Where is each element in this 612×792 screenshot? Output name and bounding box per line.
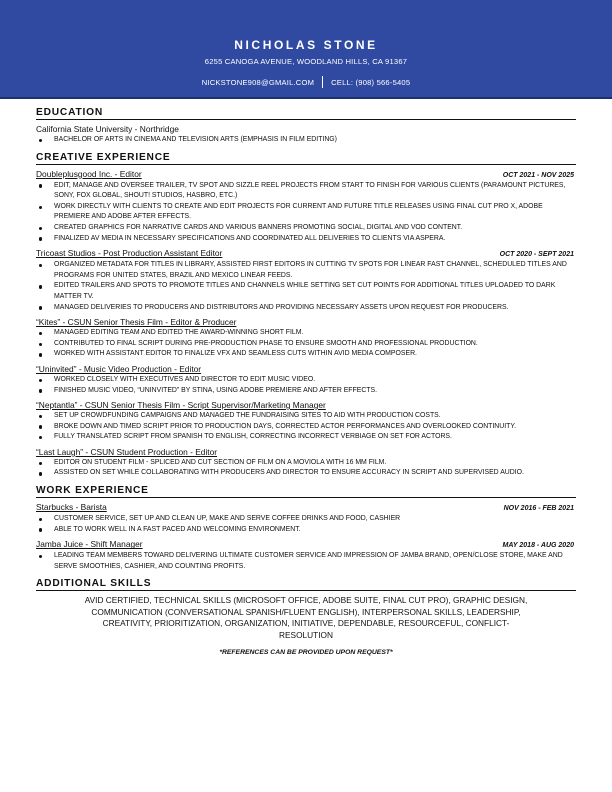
creative-experience-heading: CREATIVE EXPERIENCE <box>36 152 576 165</box>
job-title: Doubleplusgood Inc. - Editor <box>36 168 142 179</box>
job-bullets <box>36 551 576 572</box>
list-item: ORGANIZED METADATA FOR TITLES IN LIBRARY, ASSISTED FIRST EDITORS IN CUTTING TV SPOTS FOR LINEAR FAST CHANNEL, SCHEDULED TITLES AND PROGRAMS FOR UNITED STATES, BRAZIL AND MEXICO LINEAR FEEDS. <box>36 260 576 281</box>
list-item: MANAGED DELIVERIES TO PRODUCERS AND DISTRIBUTORS AND PROVIDING NECESSARY ASSETS UPON REQUEST FOR PRODUCERS. <box>36 303 576 314</box>
list-item: ABLE TO WORK WELL IN A FAST PACED AND WELCOMING ENVIRONMENT. <box>36 525 576 536</box>
job-header <box>36 364 576 375</box>
education-bullets <box>36 135 576 146</box>
education-school-row <box>36 124 576 135</box>
job-title: Starbucks - Barista <box>36 502 107 513</box>
education-heading: EDUCATION <box>36 107 576 120</box>
list-item: BROKE DOWN AND TIMED SCRIPT PRIOR TO PRODUCTION DAYS, CORRECTED ACTOR PERFORMANCES AND OVERLOOKED CONTINUITY. <box>36 422 576 433</box>
job-bullets <box>36 458 576 479</box>
job-bullets <box>36 411 576 443</box>
job-entry <box>36 364 576 396</box>
references-note: *REFERENCES CAN BE PROVIDED UPON REQUEST* <box>219 649 393 657</box>
mailing-address: 6255 CANOGA AVENUE, WOODLAND HILLS, CA 91367 <box>204 57 408 66</box>
list-item: EDITED TRAILERS AND SPOTS TO PROMOTE TITLES AND CHANNELS WHILE SETTING SET CUT POINTS FOR ADDITIONAL TITLES UPLOADED TO DARK MATTER TV. <box>36 281 576 302</box>
list-item: WORKED CLOSELY WITH EXECUTIVES AND DIRECTOR TO EDIT MUSIC VIDEO. <box>36 375 576 386</box>
job-bullets <box>36 375 576 396</box>
job-title: Tricoast Studios - Post Production Assistant Editor <box>36 248 223 259</box>
job-header <box>36 248 576 260</box>
candidate-name: NICHOLAS STONE <box>234 38 378 52</box>
job-dates: OCT 2020 - SEPT 2021 <box>499 251 574 259</box>
job-title: “Neptantla” - CSUN Senior Thesis Film - Script Supervisor/Marketing Manager <box>36 400 326 411</box>
job-header <box>36 400 576 411</box>
list-item: BACHELOR OF ARTS IN CINEMA AND TELEVISION ARTS (EMPHASIS IN FILM EDITING) <box>36 135 576 146</box>
email-address: NICKSTONE908@GMAIL.COM <box>201 77 315 87</box>
resume-body <box>36 103 576 656</box>
job-bullets <box>36 181 576 245</box>
job-header <box>36 539 576 551</box>
job-header <box>36 169 576 181</box>
job-entry <box>36 317 576 360</box>
list-item: ASSISTED ON SET WHILE COLLABORATING WITH PRODUCERS AND DIRECTOR TO ENSURE ACCURACY IN SCRIPT AND SUPERVISED AUDIO. <box>36 468 576 479</box>
job-entry <box>36 248 576 313</box>
job-header <box>36 447 576 458</box>
job-bullets <box>36 260 576 313</box>
job-entry <box>36 502 576 535</box>
job-entry <box>36 539 576 572</box>
phone-number: CELL: (908) 566-5405 <box>331 77 411 87</box>
resume-header <box>0 0 612 99</box>
job-dates: MAY 2018 - AUG 2020 <box>502 542 574 550</box>
job-bullets <box>36 328 576 360</box>
list-item: EDIT, MANAGE AND OVERSEE TRAILER, TV SPOT AND SIZZLE REEL PROJECTS FROM START TO FINISH FOR VARIOUS CLIENTS (PARAMOUNT PICTURES, SONY, FOX GLOBAL, SHOUT! STUDIOS, HASBRO, ETC.) <box>36 181 576 202</box>
job-entry <box>36 400 576 443</box>
job-title: “Uninvited” - Music Video Production - Editor <box>36 363 202 374</box>
list-item: CONTRIBUTED TO FINAL SCRIPT DURING PRE-PRODUCTION PHASE TO ENSURE SMOOTH AND PROFESSIONAL PRODUCTION. <box>36 339 576 350</box>
job-entry <box>36 447 576 479</box>
list-item: WORKED WITH ASSISTANT EDITOR TO FINALIZE VFX AND SEAMLESS CUTS WITHIN AVID MEDIA COMPOSER. <box>36 349 576 360</box>
list-item: FINALIZED AV MEDIA IN NECESSARY SPECIFICATIONS AND COORDINATED ALL DELIVERIES TO CLIENTS VIA ASPERA. <box>36 234 576 245</box>
job-title: Jamba Juice - Shift Manager <box>36 539 143 550</box>
list-item: SET UP CROWDFUNDING CAMPAIGNS AND MANAGED THE FUNDRAISING SITES TO AID WITH PRODUCTION COSTS. <box>36 411 576 422</box>
contact-divider <box>322 76 323 88</box>
list-item: CUSTOMER SERVICE, SET UP AND CLEAN UP, MAKE AND SERVE COFFEE DRINKS AND FOOD, CASHIER <box>36 514 576 525</box>
list-item: FULLY TRANSLATED SCRIPT FROM SPANISH TO ENGLISH, CORRECTING INCORRECT VERBIAGE ON SET FOR ACTORS. <box>36 432 576 443</box>
job-title: “Last Laugh” - CSUN Student Production - Editor <box>36 446 218 457</box>
list-item: EDITOR ON STUDENT FILM - SPLICED AND CUT SECTION OF FILM ON A MOVIOLA WITH 16 MM FILM. <box>36 458 576 469</box>
job-dates: OCT 2021 - NOV 2025 <box>502 171 574 179</box>
additional-skills-heading: ADDITIONAL SKILLS <box>36 578 576 591</box>
job-bullets <box>36 514 576 535</box>
job-header <box>36 317 576 328</box>
contact-line <box>0 76 612 88</box>
list-item: FINISHED MUSIC VIDEO, “UNINVITED” BY STINA, USING ADOBE PREMIERE AND AFTER EFFECTS. <box>36 386 576 397</box>
job-title: “Kites” - CSUN Senior Thesis Film - Editor & Producer <box>36 317 237 328</box>
job-header <box>36 502 576 514</box>
list-item: WORK DIRECTLY WITH CLIENTS TO CREATE AND EDIT PROJECTS FOR CURRENT AND FUTURE TITLE RELEASES USING FINAL CUT PRO X, ADOBE PREMIERE AND ADOBE AFTER EFFECTS. <box>36 202 576 223</box>
job-dates: NOV 2016 - FEB 2021 <box>503 505 574 513</box>
school-name: California State University - Northridge <box>36 124 179 134</box>
list-item: MANAGED EDITING TEAM AND EDITED THE AWARD-WINNING SHORT FILM. <box>36 328 576 339</box>
skills-summary: AVID CERTIFIED, TECHNICAL SKILLS (MICROSOFT OFFICE, ADOBE SUITE, FINAL CUT PRO), GRAPHIC DESIGN, COMMUNICATION (CONVERSATIONAL SPANISH/FLUENT ENGLISH), INTERPERSONAL SKILLS, LEADERSHIP, CREATIVITY, PRIORITIZATION, ORGANIZATION, INITIATIVE, DEPENDABLE, RESOURCEFUL, CONFLICT-RESOLUTION <box>84 595 528 640</box>
work-experience-heading: WORK EXPERIENCE <box>36 485 576 498</box>
list-item: LEADING TEAM MEMBERS TOWARD DELIVERING ULTIMATE CUSTOMER SERVICE AND IMPRESSION OF JAMBA BRAND, OPEN/CLOSE STORE, MAKE AND SERVE SMOOTHIES, CASHIER, AND COUNTING PROFITS. <box>36 551 576 572</box>
list-item: CREATED GRAPHICS FOR NARRATIVE CARDS AND VARIOUS BANNERS PROMOTING SOCIAL, DIGITAL AND VOD CONTENT. <box>36 223 576 234</box>
job-entry <box>36 169 576 245</box>
